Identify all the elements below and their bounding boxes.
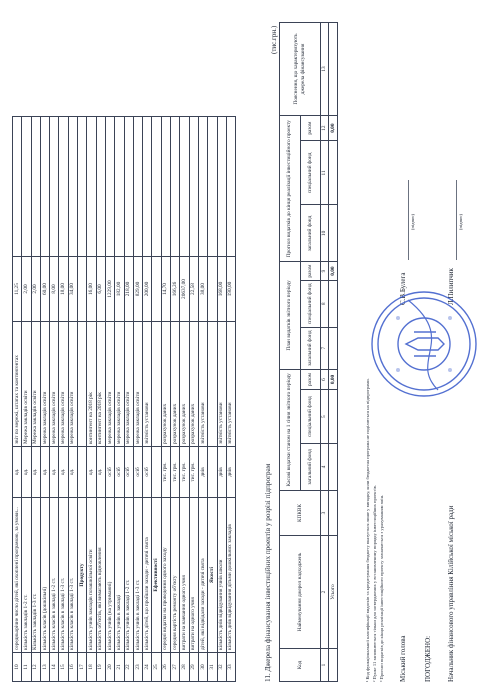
agreed-label: ПОГОДЖЕНО:: [424, 635, 432, 682]
col-number: 3: [321, 491, 329, 536]
indicator-source: розрахунок даних: [189, 322, 198, 447]
indicator-source: розрахунок даних: [161, 322, 170, 447]
indicator-number: 25: [152, 653, 161, 682]
indicator-value: 166,26: [171, 257, 180, 322]
indicator-value: 16,00: [87, 257, 96, 322]
footnote-3: ³ Прогноз видатків до кінця реалізації інвестиційного проекту зазначається з урахуванням змін.: [379, 494, 384, 682]
indicator-value: 34,00: [68, 257, 77, 322]
indicator-row: [68, 117, 77, 682]
fin-name: Л.Пилипчик: [447, 268, 455, 305]
indicator-unit: тис. грн.: [189, 447, 198, 498]
indicator-unit: од.: [40, 447, 49, 498]
indicator-name: кількість учнів в закладі 1-2 ст.: [124, 498, 133, 653]
col-number: 4: [321, 443, 329, 490]
indicator-value: 218,00: [124, 257, 133, 322]
indicator-name: дітей, які відвідали заходи - дитячі свята: [198, 498, 207, 653]
indicator-unit: [208, 447, 217, 498]
total-row-label: Усього: [329, 536, 338, 649]
indicator-unit: днів: [198, 447, 207, 498]
indicator-row: [217, 117, 226, 682]
col-number: 8: [321, 280, 329, 327]
header-name: Найменування джерел надходжень: [280, 536, 321, 649]
units-note: (тис.грн.): [270, 25, 278, 54]
indicator-source: мережа закладів освіти: [59, 322, 68, 447]
indicator-number: 15: [59, 653, 68, 682]
indicator-unit: од.: [31, 447, 40, 498]
indicator-value: 22,58: [189, 257, 198, 322]
col-number: 2: [321, 536, 329, 649]
indicator-row: [105, 117, 114, 682]
fin-signature-line: [456, 180, 457, 260]
indicator-unit: од.: [59, 447, 68, 498]
indicator-number: 12: [31, 653, 40, 682]
indicator-row: [133, 117, 142, 682]
indicator-row: [226, 117, 235, 682]
indicator-value: 190,00: [226, 257, 235, 322]
indicator-row: [189, 117, 198, 682]
indicator-source: мережа закладів освіти: [50, 322, 59, 447]
indicator-name: кількість днів відвідування дітьми дошкільних закладів: [226, 498, 235, 653]
head-title: Міський голова: [399, 635, 407, 682]
indicator-row: [22, 117, 31, 682]
col-number: 6: [321, 369, 329, 390]
header-general-1: загальний фонд: [300, 443, 321, 490]
indicator-row: [31, 117, 40, 682]
col-number: 11: [321, 141, 329, 205]
indicator-unit: од.: [50, 447, 59, 498]
indicator-unit: осіб: [143, 447, 152, 498]
indicator-unit: од.: [96, 447, 105, 498]
indicator-source: Мережа закладів освіти: [31, 322, 40, 447]
indicator-value: 1229,00: [105, 257, 114, 322]
head-name: С.В.Булега: [399, 272, 407, 305]
indicator-number: 21: [115, 653, 124, 682]
total-plan: 0,00: [329, 262, 338, 280]
indicator-name: витрати на одного учня: [189, 498, 198, 653]
indicator-row: [171, 117, 180, 682]
indicator-name: кількість об'єктів, які вимагають відновлення: [96, 498, 105, 653]
indicator-number: 33: [226, 653, 235, 682]
indicator-number: 11: [22, 653, 31, 682]
indicator-unit: осіб: [105, 447, 114, 498]
indicator-value: 18,00: [59, 257, 68, 322]
header-plan: План видатків звітного періоду: [280, 262, 301, 369]
indicator-unit: днів: [226, 447, 235, 498]
indicator-row: [143, 117, 152, 682]
indicator-number: 13: [40, 653, 49, 682]
header-special-2: спеціальний фонд: [300, 280, 321, 327]
indicator-number: 27: [171, 653, 180, 682]
indicators-table: [12, 116, 236, 682]
indicator-number: 26: [161, 653, 170, 682]
indicator-source: звітність установи: [143, 322, 152, 447]
indicator-name: середня вартість ремонту об'єкту: [171, 498, 180, 653]
total-cash-exec: 0,00: [329, 369, 338, 390]
indicator-number: 30: [198, 653, 207, 682]
indicator-row: [208, 117, 217, 682]
indicator-source: мережа закладів освіти: [40, 322, 49, 447]
indicator-value: 2,00: [22, 257, 31, 322]
indicator-source: розрахунок даних: [180, 322, 189, 447]
indicator-value: 8,00: [50, 257, 59, 322]
header-total-1: разом: [300, 369, 321, 390]
indicator-name: кількість класів (дошкільні): [40, 498, 49, 653]
indicator-name: кількість класів в закладі 1-3 ст.: [68, 498, 77, 653]
indicator-source: звіт по мережі, штатах та контингентах: [13, 322, 22, 447]
indicator-value: [78, 257, 87, 322]
indicator-source: звітність установи: [198, 322, 207, 447]
indicator-unit: осіб: [124, 447, 133, 498]
header-general-3: загальний фонд: [300, 205, 321, 262]
indicator-name: кількість учнів в закладі: [115, 498, 124, 653]
indicator-number: 23: [133, 653, 142, 682]
indicator-row: [96, 117, 105, 682]
indicator-name: кількість дітей, що пройшли заходи - дитячі свята: [143, 498, 152, 653]
indicator-row: [59, 117, 68, 682]
indicator-unit: днів: [217, 447, 226, 498]
indicator-value: [208, 257, 217, 322]
col-number: 1: [321, 649, 329, 682]
indicator-value: 168,00: [217, 257, 226, 322]
indicator-row: [198, 117, 207, 682]
indicator-row: [115, 117, 124, 682]
indicator-value: 38,00: [198, 257, 207, 322]
indicator-value: [152, 257, 161, 322]
indicator-row: [124, 117, 133, 682]
indicator-value: 14,70: [161, 257, 170, 322]
header-kpkvk: КПКВК: [280, 491, 321, 536]
indicator-row: [152, 117, 161, 682]
indicator-source: мережа закладів освіти: [115, 322, 124, 447]
indicator-unit: од.: [68, 447, 77, 498]
indicator-unit: тис. грн.: [180, 447, 189, 498]
indicator-number: 18: [87, 653, 96, 682]
indicator-source: мережа закладів освіти: [124, 322, 133, 447]
header-total-3: разом: [300, 116, 321, 141]
indicator-unit: тис. грн.: [171, 447, 180, 498]
indicator-name: кількість класів в закладі 1-3 ст.: [59, 498, 68, 653]
indicator-source: [152, 322, 161, 447]
indicator-unit: осіб: [115, 447, 124, 498]
indicator-number: 10: [13, 653, 22, 682]
col-number: 12: [321, 116, 329, 141]
indicator-name: витрати на навчання одного учня: [180, 498, 189, 653]
indicator-source: контингент на 2018 рік: [96, 322, 105, 447]
official-seal-icon: [368, 288, 480, 400]
fin-signature-caption: (підпис): [458, 213, 463, 230]
total-forecast: 0,00: [329, 116, 338, 141]
col-number: 9: [321, 262, 329, 280]
indicator-number: 32: [217, 653, 226, 682]
indicator-row: [13, 117, 22, 682]
indicator-unit: тис. грн.: [161, 447, 170, 498]
indicator-row: [50, 117, 59, 682]
indicator-unit: од.: [87, 447, 96, 498]
indicator-source: Мережа закладів освіти: [22, 322, 31, 447]
indicator-source: контингент на 2018 рік: [87, 322, 96, 447]
header-forecast: Прогноз видатків до кінця реалізації інвестиційного проекту: [280, 116, 301, 262]
indicator-value: 2,00: [31, 257, 40, 322]
indicator-row: [87, 117, 96, 682]
header-cash-exec: Касові видатки станом на 1 січня звітного періоду: [280, 369, 301, 490]
indicator-number: 19: [96, 653, 105, 682]
header-general-2: загальний фонд: [300, 327, 321, 369]
indicator-unit: од.: [13, 447, 22, 498]
indicator-name: середньорічне число дітей, які охоплені програмою, за умови...: [13, 498, 22, 653]
indicator-source: звітність установи: [217, 322, 226, 447]
col-number: 13: [321, 23, 329, 116]
indicator-number: 20: [105, 653, 114, 682]
indicator-number: 16: [68, 653, 77, 682]
indicator-unit: [78, 447, 87, 498]
indicator-source: мережа закладів освіти: [105, 322, 114, 447]
indicator-unit: [152, 447, 161, 498]
indicator-name: Ефективності: [152, 498, 161, 653]
col-number: 7: [321, 327, 329, 369]
head-signature-line: [408, 180, 409, 260]
indicator-number: 28: [180, 653, 189, 682]
indicator-value: 6,00: [96, 257, 105, 322]
indicator-name: Продукту: [78, 498, 87, 653]
header-special-1: спеціальний фонд: [300, 390, 321, 443]
indicator-name: кількість учнів закладів позашкільної освіти: [87, 498, 96, 653]
indicator-name: Якості: [208, 498, 217, 653]
header-explanation: Пояснення, що характеризують джерела фінансування: [280, 23, 321, 116]
indicator-row: [180, 117, 189, 682]
financing-table: [279, 22, 338, 682]
indicator-value: 182,00: [115, 257, 124, 322]
col-number: 5: [321, 390, 329, 443]
indicator-number: 29: [189, 653, 198, 682]
section-title: 11. Джерела фінансування інвестиційних проектів у розрізі підпрограм: [264, 463, 272, 682]
indicator-name: кількість класів в закладі 1-2 ст.: [50, 498, 59, 653]
indicator-source: мережа закладів освіти: [68, 322, 77, 447]
indicator-unit: осіб: [133, 447, 142, 498]
footnote-2: ² Пункт 11 заповнюється тільки для затверджених у встановленому порядку інвестиційних проектів.: [372, 485, 377, 682]
indicator-number: 22: [124, 653, 133, 682]
indicator-source: звітність установи: [226, 322, 235, 447]
header-code: Код: [280, 649, 321, 682]
fin-title: Начальник фінансового управління Кілійської міської ради: [447, 505, 455, 682]
indicator-value: 200,00: [143, 257, 152, 322]
indicator-name: кількість учнів в закладі 1-3 ст.: [133, 498, 142, 653]
indicator-source: [208, 322, 217, 447]
indicator-source: розрахунок даних: [171, 322, 180, 447]
indicator-row: [161, 117, 170, 682]
indicator-value: 11,25: [13, 257, 22, 322]
indicator-name: Кількість закладів 1-3 ст.: [31, 498, 40, 653]
indicator-source: мережа закладів освіти: [133, 322, 142, 447]
indicator-name: кількість днів відвідування учнів школи: [217, 498, 226, 653]
indicator-row: [40, 117, 49, 682]
indicator-name: кількість учнів (на утриманні): [105, 498, 114, 653]
indicator-name: середні видатки на проведення одного заходу: [161, 498, 170, 653]
head-signature-caption: (підпис): [410, 213, 415, 230]
indicator-unit: од.: [22, 447, 31, 498]
indicator-number: 17: [78, 653, 87, 682]
indicator-source: [78, 322, 87, 447]
footnote-1: ¹ Код функціональної класифікації видатків та кредитування бюджету вказується лише у випадку, коли бюджетна програма не поділяється на підпрограми.: [365, 378, 370, 682]
indicator-name: кількість закладів 1-2 ст.: [22, 498, 31, 653]
header-special-3: спеціальний фонд: [300, 141, 321, 205]
indicator-value: 20637,00: [180, 257, 189, 322]
indicator-number: 24: [143, 653, 152, 682]
indicator-value: 60,00: [40, 257, 49, 322]
header-total-2: разом: [300, 262, 321, 280]
indicator-row: [78, 117, 87, 682]
indicator-number: 14: [50, 653, 59, 682]
indicator-number: 31: [208, 653, 217, 682]
indicator-value: 829,00: [133, 257, 142, 322]
col-number: 10: [321, 205, 329, 262]
